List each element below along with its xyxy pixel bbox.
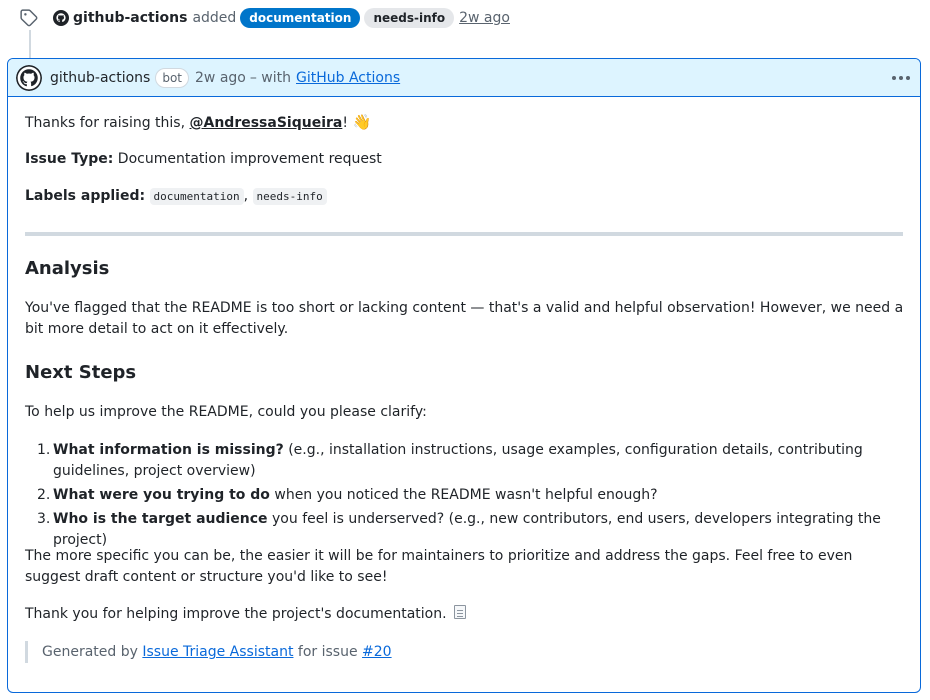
comment-time[interactable]: 2w ago: [195, 69, 246, 86]
step-bold: What information is missing?: [53, 442, 284, 458]
waving-hand-icon: 👋: [352, 113, 372, 131]
comment-header: [8, 59, 920, 97]
analysis-text: You've flagged that the README is too short or lacking content — that's a valid and helpful observation! However, we need a bit more detail to act on it effectively.: [25, 300, 904, 337]
issue-type-label: Issue Type:: [25, 151, 114, 167]
list-number: 2.: [37, 487, 51, 503]
label-needs-info[interactable]: needs-info: [364, 8, 454, 28]
issue-type-line: [25, 149, 382, 170]
comment-author[interactable]: github-actions: [50, 69, 151, 86]
step-bold: Who is the target audience: [53, 511, 268, 527]
labels-applied-line: [25, 186, 327, 207]
bot-badge: bot: [155, 68, 189, 88]
list-item: [25, 509, 905, 551]
next-steps-intro: To help us improve the README, could you please clarify:: [25, 404, 427, 420]
next-steps-heading: Next Steps: [25, 362, 137, 383]
closing-text: The more specific you can be, the easier it will be for maintainers to prioritize and address the gaps. Feel free to even suggest draft content or structure you'd like to see!: [25, 548, 853, 585]
issue-number-link[interactable]: #20: [362, 644, 392, 660]
footer-mid: for issue: [297, 644, 358, 660]
label-documentation[interactable]: documentation: [240, 8, 360, 28]
event-time-link[interactable]: 2w ago: [459, 10, 510, 26]
greeting-prefix: Thanks for raising this,: [25, 115, 186, 131]
list-number: 3.: [37, 511, 51, 527]
user-mention[interactable]: @AndressaSiqueira: [189, 115, 343, 131]
issue-type-value: Documentation improvement request: [117, 151, 382, 167]
step-bold: What were you trying to do: [53, 487, 270, 503]
list-number: 1.: [37, 442, 51, 458]
thanks-text: Thank you for helping improve the project's documentation.: [25, 606, 447, 622]
tag-icon: [20, 9, 38, 27]
next-steps-list: [25, 440, 905, 554]
list-item: [25, 440, 905, 482]
github-actions-link[interactable]: GitHub Actions: [296, 69, 401, 86]
generated-by-quote: [25, 641, 392, 663]
list-item: [25, 485, 905, 506]
event-actor[interactable]: github-actions: [73, 10, 188, 26]
footer-prefix: Generated by: [42, 644, 138, 660]
step-rest: when you noticed the README wasn't helpful enough?: [274, 487, 658, 503]
timeline-connector: [29, 30, 31, 58]
labels-separator: ,: [243, 188, 249, 204]
thanks-line: [25, 604, 466, 625]
page-facing-up-icon: [454, 605, 466, 619]
code-label-documentation: documentation: [150, 188, 244, 205]
issue-triage-assistant-link[interactable]: Issue Triage Assistant: [142, 644, 294, 660]
code-label-needs-info: needs-info: [253, 188, 327, 205]
greeting-line: [25, 112, 371, 134]
comment-via-prefix: – with: [249, 69, 292, 86]
avatar[interactable]: [16, 65, 42, 91]
kebab-horizontal-icon[interactable]: [892, 70, 910, 86]
timeline-event-labeled: [0, 0, 930, 38]
step-rest: (e.g., installation instructions, usage examples, configuration details, contributing guidelines, project overview): [53, 442, 863, 479]
event-action: added: [192, 10, 237, 26]
horizontal-rule: [25, 232, 903, 236]
analysis-heading: Analysis: [25, 258, 110, 279]
labels-applied-label: Labels applied:: [25, 188, 146, 204]
greeting-suffix: !: [342, 115, 348, 131]
github-mark-icon: [53, 10, 69, 26]
step-rest: you feel is underserved? (e.g., new contributors, end users, developers integrating the project): [53, 511, 881, 548]
